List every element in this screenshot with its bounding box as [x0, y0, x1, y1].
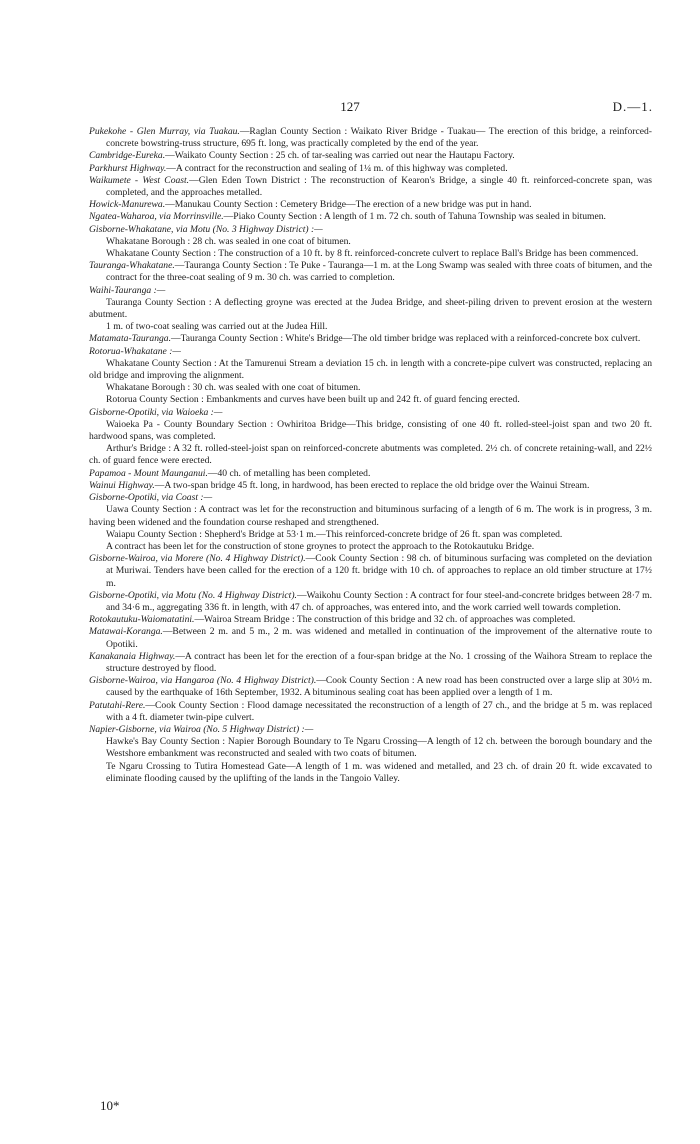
report-paragraph	[89, 468, 652, 480]
paragraph-text: Arthur's Bridge : A 32 ft. rolled-steel-joist span on reinforced-concrete abutments was completed. 2½ ch. of concrete retaining-wall, and 22½ ch. of guard fence were erected.	[89, 443, 652, 467]
report-paragraph	[89, 492, 652, 504]
road-heading: Tauranga-Whakatane.	[89, 260, 175, 272]
road-heading: Napier-Gisborne, via Wairoa (No. 5 Highway District) :—	[89, 723, 314, 735]
paragraph-text: —Piako County Section : A length of 1 m. 72 ch. south of Tahuna Township was sealed in bitumen.	[223, 211, 606, 223]
paragraph-text: —Wairoa Stream Bridge : The construction of this bridge and 32 ch. of approaches was completed.	[194, 614, 576, 626]
paragraph-text: 1 m. of two-coat sealing was carried out at the Judea Hill.	[106, 321, 328, 333]
report-paragraph	[89, 248, 652, 260]
report-paragraph	[89, 126, 652, 150]
paragraph-text: Whakatane Borough : 28 ch. was sealed in one coat of bitumen.	[106, 235, 351, 247]
paragraph-text: Whakatane County Section : At the Tamurenui Stream a deviation 15 ch. in length with a concrete-pipe culvert was constructed, replacing an old bridge and improving the alignment.	[89, 357, 652, 382]
report-paragraph	[89, 150, 652, 162]
report-paragraph	[89, 394, 652, 406]
paragraph-text: Hawke's Bay County Section : Napier Borough Boundary to Te Ngaru Crossing—A length of 12 ch. between the borough boundary and the Westshore embankment was reconstructed and sealed with two coats of bitumen.	[106, 736, 652, 760]
report-paragraph	[89, 358, 652, 382]
report-paragraph	[89, 626, 652, 650]
report-paragraph	[89, 260, 652, 284]
paragraph-text: Te Ngaru Crossing to Tutira Homestead Gate—A length of 1 m. was widened and metalled, and 23 ch. of drain 20 ft. wide excavated to eliminate flooding caused by the uplifting of the lands in the Tangoio Valley.	[106, 760, 652, 784]
paragraph-text: —A contract for the reconstruction and sealing of 1¼ m. of this highway was completed.	[166, 162, 508, 174]
paragraph-text: Whakatane County Section : The construction of a 10 ft. by 8 ft. reinforced-concrete culvert to replace Ball's Bridge has been commenced.	[106, 248, 639, 260]
road-heading: Rotorua-Whakatane :—	[89, 345, 181, 357]
report-paragraph	[89, 590, 652, 614]
paragraph-text: Waioeka Pa - County Boundary Section : Owhiritoa Bridge—This bridge, consisting of one 40 ft. rolled-steel-joist span and two 20 ft. hardwood spans, was completed.	[89, 418, 652, 443]
paragraph-text: A contract has been let for the construction of stone groynes to protect the approach to the Rotokautuku Bridge.	[106, 540, 535, 552]
paragraph-text: —Cook County Section : Flood damage necessitated the reconstruction of a length of 27 ch., and the bridge at 5 m. was replaced with a 4 ft. diameter twin-pipe culvert.	[106, 699, 652, 723]
road-heading: Parkhurst Highway.	[89, 162, 167, 174]
paragraph-text: Waiapu County Section : Shepherd's Bridge at 53·1 m.—This reinforced-concrete bridge of 26 ft. span was completed.	[106, 528, 563, 540]
report-paragraph	[89, 651, 652, 675]
paragraph-text: —Raglan County Section : Waikato River Bridge - Tuakau— The erection of this bridge, a reinforced-concrete bowstring-truss structure, 695 ft. long, was practically completed by the end of the year.	[106, 126, 653, 150]
report-paragraph	[89, 736, 652, 760]
report-paragraph	[89, 333, 652, 345]
signature-mark: 10*	[100, 1098, 120, 1113]
road-heading: Ngatea-Waharoa, via Morrinsville.	[89, 211, 224, 223]
paragraph-text: —Manukau County Section : Cemetery Bridge—The erection of a new bridge was put in hand.	[165, 199, 532, 211]
road-heading: Gisborne-Opotiki, via Motu (No. 4 Highway District).	[89, 589, 297, 601]
report-paragraph	[89, 346, 652, 358]
road-heading: Matawai-Koranga.	[89, 626, 163, 638]
road-heading: Patutahi-Rere.	[89, 699, 146, 711]
paragraph-text: —Glen Eden Town District : The reconstruction of Kearon's Bridge, a single 40 ft. reinforced-concrete span, was completed, and the approaches metalled.	[106, 174, 653, 199]
road-heading: Kanakanaia Highway.	[89, 650, 176, 662]
report-paragraph	[89, 700, 652, 724]
paragraph-text: —Waikohu County Section : A contract for four steel-and-concrete bridges between 28·7 m. and 34·6 m., aggregating 336 ft. in length, with 47 ch. of approaches, was entered into, and the work carried well towards completion.	[106, 589, 653, 613]
paragraph-text: —Tauranga County Section : White's Bridge—The old timber bridge was replaced with a reinforced-concrete box culvert.	[171, 333, 641, 345]
document-reference: D.—1.	[612, 99, 653, 114]
report-body	[89, 126, 652, 785]
paragraph-text: —A two-span bridge 45 ft. long, in hardwood, has been erected to replace the old bridge over the Wainui Stream.	[154, 479, 590, 491]
road-heading: Gisborne-Opotiki, via Waioeka :—	[89, 406, 223, 418]
report-paragraph	[89, 675, 652, 699]
paragraph-text: —Waikato County Section : 25 ch. of tar-sealing was carried out near the Hautapu Factory.	[165, 150, 515, 162]
report-paragraph	[89, 761, 652, 785]
road-heading: Gisborne-Wairoa, via Hangaroa (No. 4 Highway District).	[89, 675, 317, 687]
paragraph-text: Tauranga County Section : A deflecting groyne was erected at the Judea Bridge, and sheet-piling driven to prevent erosion at the western abutment.	[89, 296, 652, 321]
paragraph-text: Uawa County Section : A contract was let for the reconstruction and bituminous surfacing of a length of 6 m. The work is in progress, 3 m. having been widened and the foundation course reshaped and strengthened.	[89, 504, 652, 528]
report-paragraph	[89, 529, 652, 541]
road-heading: Cambridge-Eureka.	[89, 150, 166, 162]
paragraph-text: —Between 2 m. and 5 m., 2 m. was widened and metalled in continuation of the improvement of the alternative route to Opotiki.	[106, 626, 652, 650]
road-heading: Matamata-Tauranga.	[89, 333, 172, 345]
paragraph-text: —Cook County Section : A new road has been constructed over a large slip at 30½ m. caused by the earthquake of 16th September, 1932. A bituminous sealing coat has been applied over a length of 1 m.	[106, 675, 652, 699]
report-paragraph	[89, 297, 652, 321]
report-paragraph	[89, 163, 652, 175]
paragraph-text: Rotorua County Section : Embankments and curves have been built up and 242 ft. of guard fencing erected.	[106, 394, 520, 406]
report-paragraph	[89, 321, 652, 333]
paragraph-text: —Tauranga County Section : Te Puke - Tauranga—1 m. at the Long Swamp was sealed with three coats of bitumen, and the contract for the three-coat sealing of 9 m. 30 ch. was carried to completion.	[106, 260, 652, 284]
report-paragraph	[89, 541, 652, 553]
report-paragraph	[89, 285, 652, 297]
road-heading: Pukekohe - Glen Murray, via Tuakau.	[89, 126, 240, 137]
paragraph-text: —A contract has been let for the erection of a four-span bridge at the No. 1 crossing of the Waihora Stream to replace the structure destroyed by flood.	[106, 650, 653, 674]
report-paragraph	[89, 382, 652, 394]
report-paragraph	[89, 224, 652, 236]
road-heading: Waihi-Tauranga :—	[89, 284, 166, 296]
paragraph-text: —Cook County Section : 98 ch. of bituminous surfacing was completed on the deviation at Muriwai. Tenders have been called for the erection of a 120 ft. bridge with 10 ch. of approaches to replace an old timber structure at 17½ m.	[106, 553, 653, 589]
road-heading: Gisborne-Opotiki, via Coast :—	[89, 492, 213, 504]
report-paragraph	[89, 175, 652, 199]
road-heading: Howick-Manurewa.	[89, 199, 166, 211]
report-paragraph	[89, 480, 652, 492]
report-paragraph	[89, 419, 652, 443]
report-paragraph	[89, 236, 652, 248]
report-paragraph	[89, 443, 652, 467]
road-heading: Rotokautuku-Waiomatatini.	[89, 614, 195, 626]
report-paragraph	[89, 504, 652, 528]
report-paragraph	[89, 724, 652, 736]
report-paragraph	[89, 553, 652, 590]
road-heading: Wainui Highway.	[89, 479, 155, 491]
road-heading: Waikumete - West Coast.	[89, 174, 190, 186]
report-paragraph	[89, 614, 652, 626]
paragraph-text: Whakatane Borough : 30 ch. was sealed with one coat of bitumen.	[106, 382, 361, 394]
road-heading: Papamoa - Mount Maunganui.	[89, 467, 208, 479]
paragraph-text: —40 ch. of metalling has been completed.	[207, 467, 371, 479]
report-paragraph	[89, 407, 652, 419]
report-paragraph	[89, 199, 652, 211]
page-number: 127	[340, 99, 360, 114]
road-heading: Gisborne-Wairoa, via Morere (No. 4 Highway District).	[89, 553, 306, 565]
report-paragraph	[89, 211, 652, 223]
road-heading: Gisborne-Whakatane, via Motu (No. 3 Highway District) :—	[89, 223, 323, 235]
